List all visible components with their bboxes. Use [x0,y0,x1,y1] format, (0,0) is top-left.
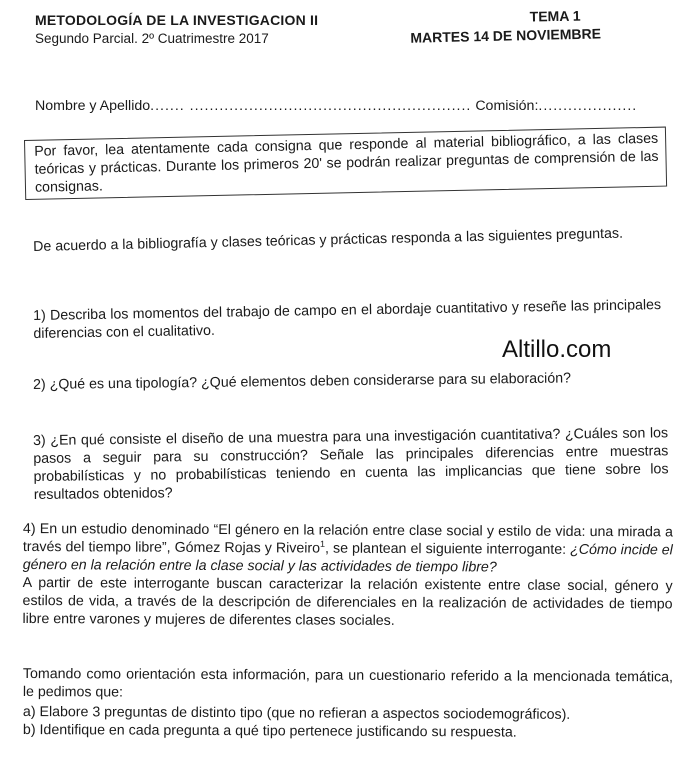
course-title: METODOLOGÍA DE LA INVESTIGACION II [35,12,319,28]
instructions-text: Por favor, lea atentamente cada consigna que responde al material bibliográfico, a las clases teóricas y prácticas. Durante los primeros 20' se podrán realizar preguntas de comprensión de las consignas. [34,130,659,196]
question-4-follow: A partir de este interrogante buscan caracterizar la relación existente entre clase social, género y estilos de vida, a través de la descripción de diferenciales en la realización de actividades de tiempo libre entre varones y mujeres de diferentes clases sociales. [22,574,673,629]
question-4 [22,520,673,631]
exam-subtitle: Segundo Parcial. 2º Cuatrimestre 2017 [35,31,269,46]
question-2: 2) ¿Qué es una tipología? ¿Qué elementos deben considerarse para su elaboración? [33,370,572,393]
question-3: 3) ¿En qué consiste el diseño de una muestra para una investigación cuantitativa? ¿Cuáles son los pasos a seguir para su construcción? Señale las principales diferencias entre muestras probabilísticas y no probabilísticas teniendo en cuenta las implicancias que tiene sobre los resultados obtenidos? [33,425,669,503]
closing-item-a: a) Elabore 3 preguntas de distinto tipo (que no refieran a aspectos sociodemográficos). [22,704,571,723]
name-label: Nombre y Apellido [35,98,151,114]
research-question: ¿Cómo incide el género en la relación entre la clase social y las actividades de tiempo libre? [22,541,673,576]
question-1: 1) Describa los momentos del trabajo de campo en el abordaje cuantitativo y reseñe las principales diferencias con el cualitativo. [33,297,662,342]
closing-item-b: b) Identifique en cada pregunta a qué tipo pertenece justificando su respuesta. [22,722,517,741]
question-4-lead: 4) En un estudio denominado “El género en la relación entre clase social y estilo de vida: una mirada a través del tiempo libre”, Gómez Rojas y Riveiro [22,521,673,557]
intro-paragraph: De acuerdo a la bibliografía y clases teóricas y prácticas responda a las siguientes preguntas. [33,225,624,255]
topic-label: TEMA 1 [529,7,581,25]
instructions-box [24,127,667,200]
student-line [35,97,637,115]
commission-label: Comisión: [475,98,539,114]
altillo-watermark: Altillo.com [502,336,612,363]
closing-intro: Tomando como orientación esta información, para un cuestionario referido a la mencionada temática, le pedimos que: [22,666,673,701]
footnote-marker: 1 [320,538,326,549]
question-4-mid: , se plantean el siguiente interrogante: [324,540,571,558]
commission-field: .................... [538,98,638,114]
exam-date: MARTES 14 DE NOVIEMBRE [410,25,602,46]
name-field: ....... ......................................................... [150,98,472,114]
